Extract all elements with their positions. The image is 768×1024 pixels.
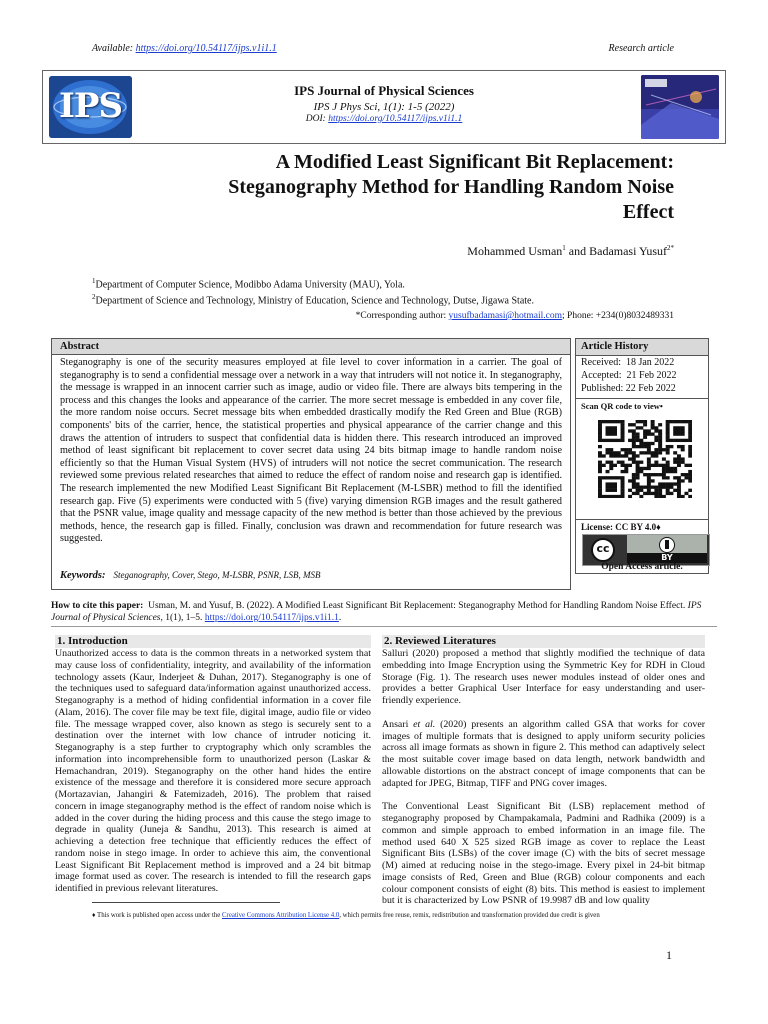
received-date: Received: 18 Jan 2022 [581, 357, 675, 368]
introduction-text: Unauthorized access to data is the common threats in a networked system that may cause loss of confidentiality, integrity, and availability of the information technology assets (Kaur, Inderjeet & Duhan, 2017). Steganography is one of the techniques used to safeguard data/information against unauthorized access. Steganography is a method of hiding confidential information in a cover file (Alam, 2016). The cover file may be text file, digital image, audio file or video file. The message wrapped cover, also known as stego is securely sent to a destination over the internet with low chance of intruder noticing it. Steganography is a step further to cryptography which only scrambles the information into incomprehensible form to unauthorized person (Laskar & Hemachandran, 2019). Steganography on the other hand hides the entire existence of the message and therefore it is considered more secure approach (Mortazavian, Jahangiri & Fatemizadeh, 2016). The problem that raised concern in image steganography method is the effect of random noise which is added in the cover during the hiding process and this cause the stego image to degrade in quality (Juneja & Sandhu, 2013). This research is aimed at achieving a detection free technique that efficiently reduces the effect of random noise in stego image. In order to achieve this aim, the conventional Least Significant Bit Replacement method is improved and a 24 bit bitmap image format used as cover. The research is intended to fill the research gaps identified in previous relevant literatures. [55, 648, 371, 894]
review-text: (2020) presents an algorithm called GSA that works for cover images of multiple formats that is designed to apply uniform security policies across all image formats as shown in figure 2. This method can adaptively select the most suitable cover image based on data length, network bandwidth and allowable distortions on the abstract concept of image components that can be adapted for JPEG, Bitmap, TIFF and PNG cover images. [382, 718, 706, 789]
license-link[interactable]: Creative Commons Attribution License 4.0 [222, 912, 340, 919]
availability-line [92, 43, 277, 54]
scan-qr-label: Scan QR code to view• [576, 398, 708, 413]
open-access-label: Open Access article. [601, 562, 683, 572]
review-etal: et al. [413, 718, 436, 730]
journal-name: IPS Journal of Physical Sciences [294, 83, 474, 98]
journal-doi [143, 114, 625, 124]
review-paragraph [382, 719, 705, 790]
cite-journal: IPS Journal of Physical Sciences [51, 601, 702, 623]
author-name: Badamasi Yusuf [589, 244, 667, 258]
introduction-heading: 1. Introduction [55, 635, 371, 648]
review-section [382, 635, 705, 919]
license-label: License: CC BY 4.0♦ [576, 519, 708, 534]
keywords-list: Steganography, Cover, Stego, M-LSBR, PSNR, LSB, MSB [113, 570, 321, 581]
qr-code[interactable] [598, 420, 692, 498]
article-history-panel [575, 338, 709, 574]
doi-label: DOI: [305, 114, 326, 124]
review-paragraph: Salluri (2020) proposed a method that slightly modified the technique of data embedding into Image Encryption using the Symmetric Key for RDH in Cloud Storage (Fig. 1). The research uses newer modules instead of older ones and provides a better Graphical User Interface for easy understanding and user-friendly experience. [382, 648, 705, 706]
journal-cover-image [641, 75, 719, 139]
affiliation-sup: 2 [92, 293, 96, 302]
corr-phone: ; Phone: +234(0)8032489331 [562, 311, 674, 321]
abstract-heading: Abstract [51, 338, 571, 355]
title-line: A Modified Least Significant Bit Replacement: [275, 151, 674, 173]
affiliation-text: Department of Computer Science, Modibbo Adama University (MAU), Yola. [95, 279, 405, 291]
author-name: Mohammed Usman [467, 244, 563, 258]
cite-end: . [338, 613, 342, 623]
authors [467, 244, 674, 259]
abstract-box [51, 354, 571, 590]
journal-logo [49, 76, 132, 138]
article-history-heading: Article History [576, 339, 708, 356]
review-paragraph: The Conventional Least Significant Bit (LSB) replacement method of steganography proposed by Champakamala, Padmini and Radhika (2009) is a common and simple approach to embed information in an image file. The method used 640 X 525 sized RGB image as cover to replace the Least Significant Bits (LSBs) of the cover image (C) with the bits of secret message (M) aimed at reducing noise in the stego-image. Every pixel in 24-bit bitmap image consists of Red, Green and Blue (RGB) colour components and each colour component consists of eight (8) bits. This method is easiest to implement but it is characterized by Low PSNR of 19.9987 dB and low quality [382, 801, 705, 907]
cite-label: How to cite this paper: [51, 601, 144, 611]
logo-text: IPS [58, 86, 123, 126]
title-line: Steganography Method for Handling Random Noise [228, 176, 674, 198]
affiliations [92, 275, 534, 308]
cite-doi-link[interactable]: https://doi.org/10.54117/ijps.v1i1.1 [204, 613, 339, 623]
review-heading: 2. Reviewed Literatures [382, 635, 705, 648]
author-and: and [565, 244, 590, 258]
review-author: Ansari [382, 718, 414, 730]
footnote [92, 912, 692, 919]
author-sup: 2* [667, 244, 674, 252]
affiliation-text: Department of Science and Technology, Ministry of Education, Science and Technology, Dutse, Jigawa State. [95, 295, 534, 307]
footnote-symbol: ♦ [92, 912, 96, 919]
available-label: Available: [92, 43, 134, 54]
page-number: 1 [666, 948, 672, 962]
cite-text: Usman, M. and Yusuf, B. (2022). A Modified Least Significant Bit Replacement: Steganography Method for Handling Random Noise Effect. [143, 601, 688, 611]
author-sup: 1 [562, 244, 566, 252]
how-to-cite [51, 600, 717, 624]
article-type: Research article [608, 43, 674, 54]
paper-title [114, 150, 674, 225]
published-date: Published: 22 Feb 2022 [581, 383, 676, 394]
cite-volume: , 1(1), 1–5. [160, 613, 205, 623]
title-line: Effect [622, 201, 674, 223]
affiliation [92, 275, 534, 291]
corr-prefix: *Corresponding author: [355, 311, 449, 321]
banner-info [143, 83, 625, 124]
footnote-rule [92, 902, 280, 903]
divider [51, 626, 717, 627]
footnote-suffix: , which permits free reuse, remix, redistribution and transformation provided due credit is given [339, 912, 600, 919]
accepted-date: Accepted: 21 Feb 2022 [581, 370, 677, 381]
introduction-section [55, 635, 371, 907]
keywords-label: Keywords: [60, 570, 106, 582]
footnote-prefix: This work is published open access under the [95, 912, 223, 919]
journal-banner [42, 70, 726, 144]
abstract-text: Steganography is one of the security measures employed at file level to cover information in a carrier. The goal of steganography is to send a confidential message over a network in a way that intruders will not notice it. In steganography, the message is wrapped in an innocent carrier such as image, audio or video file. There are always bits tempering in the process and this changes the looks and appearance of the carrier. The more secret message is embedded in any cover file, the more random noise occurs. Secret message bits when embedded drastically modify the Red Green and Blue (RGB) components' bits of the carrier, hence, the statistical properties and physical appearance of the carrier change and this draws the attention of intruders to suspect that confidential data is hidden there. This research introduced an improved method of least significant bit replacement to cover secret data using 24 bits bitmap image to handle random noise efficiently so that the Human Visual System (HVS) of intruders will not notice the secret communication. The research reviewed some previous related researches that aimed to reduce the effect of random noise and research gap is identified. The research implemented the new Modified Least Significant Bit Replacement (M-LSBR) method to fill the identified research gap. Five (5) experiments were conducted with 5 (five) varying dimension RGB images and the result gathered that the PSNR value, image quality and message capacity of the new method is better than those achieved by the previous methods, hence, the research gap is filled. Finally, conclusion was drawn and recommendation for future research was suggested. [60, 357, 562, 545]
corresponding-author [356, 311, 674, 321]
corr-email-link[interactable]: yusufbadamasi@hotmail.com [448, 311, 563, 321]
by-text: BY [627, 553, 707, 563]
affiliation-sup: 1 [92, 277, 96, 285]
history-dates [581, 356, 677, 395]
available-doi-link[interactable]: https://doi.org/10.54117/ijps.v1i1.1 [135, 43, 277, 54]
cc-text: cc [596, 542, 610, 555]
journal-citation: IPS J Phys Sci, 1(1): 1-5 (2022) [313, 101, 455, 113]
keywords [60, 569, 320, 583]
doi-link[interactable]: https://doi.org/10.54117/ijps.v1i1.1 [328, 114, 463, 124]
affiliation [92, 291, 534, 307]
